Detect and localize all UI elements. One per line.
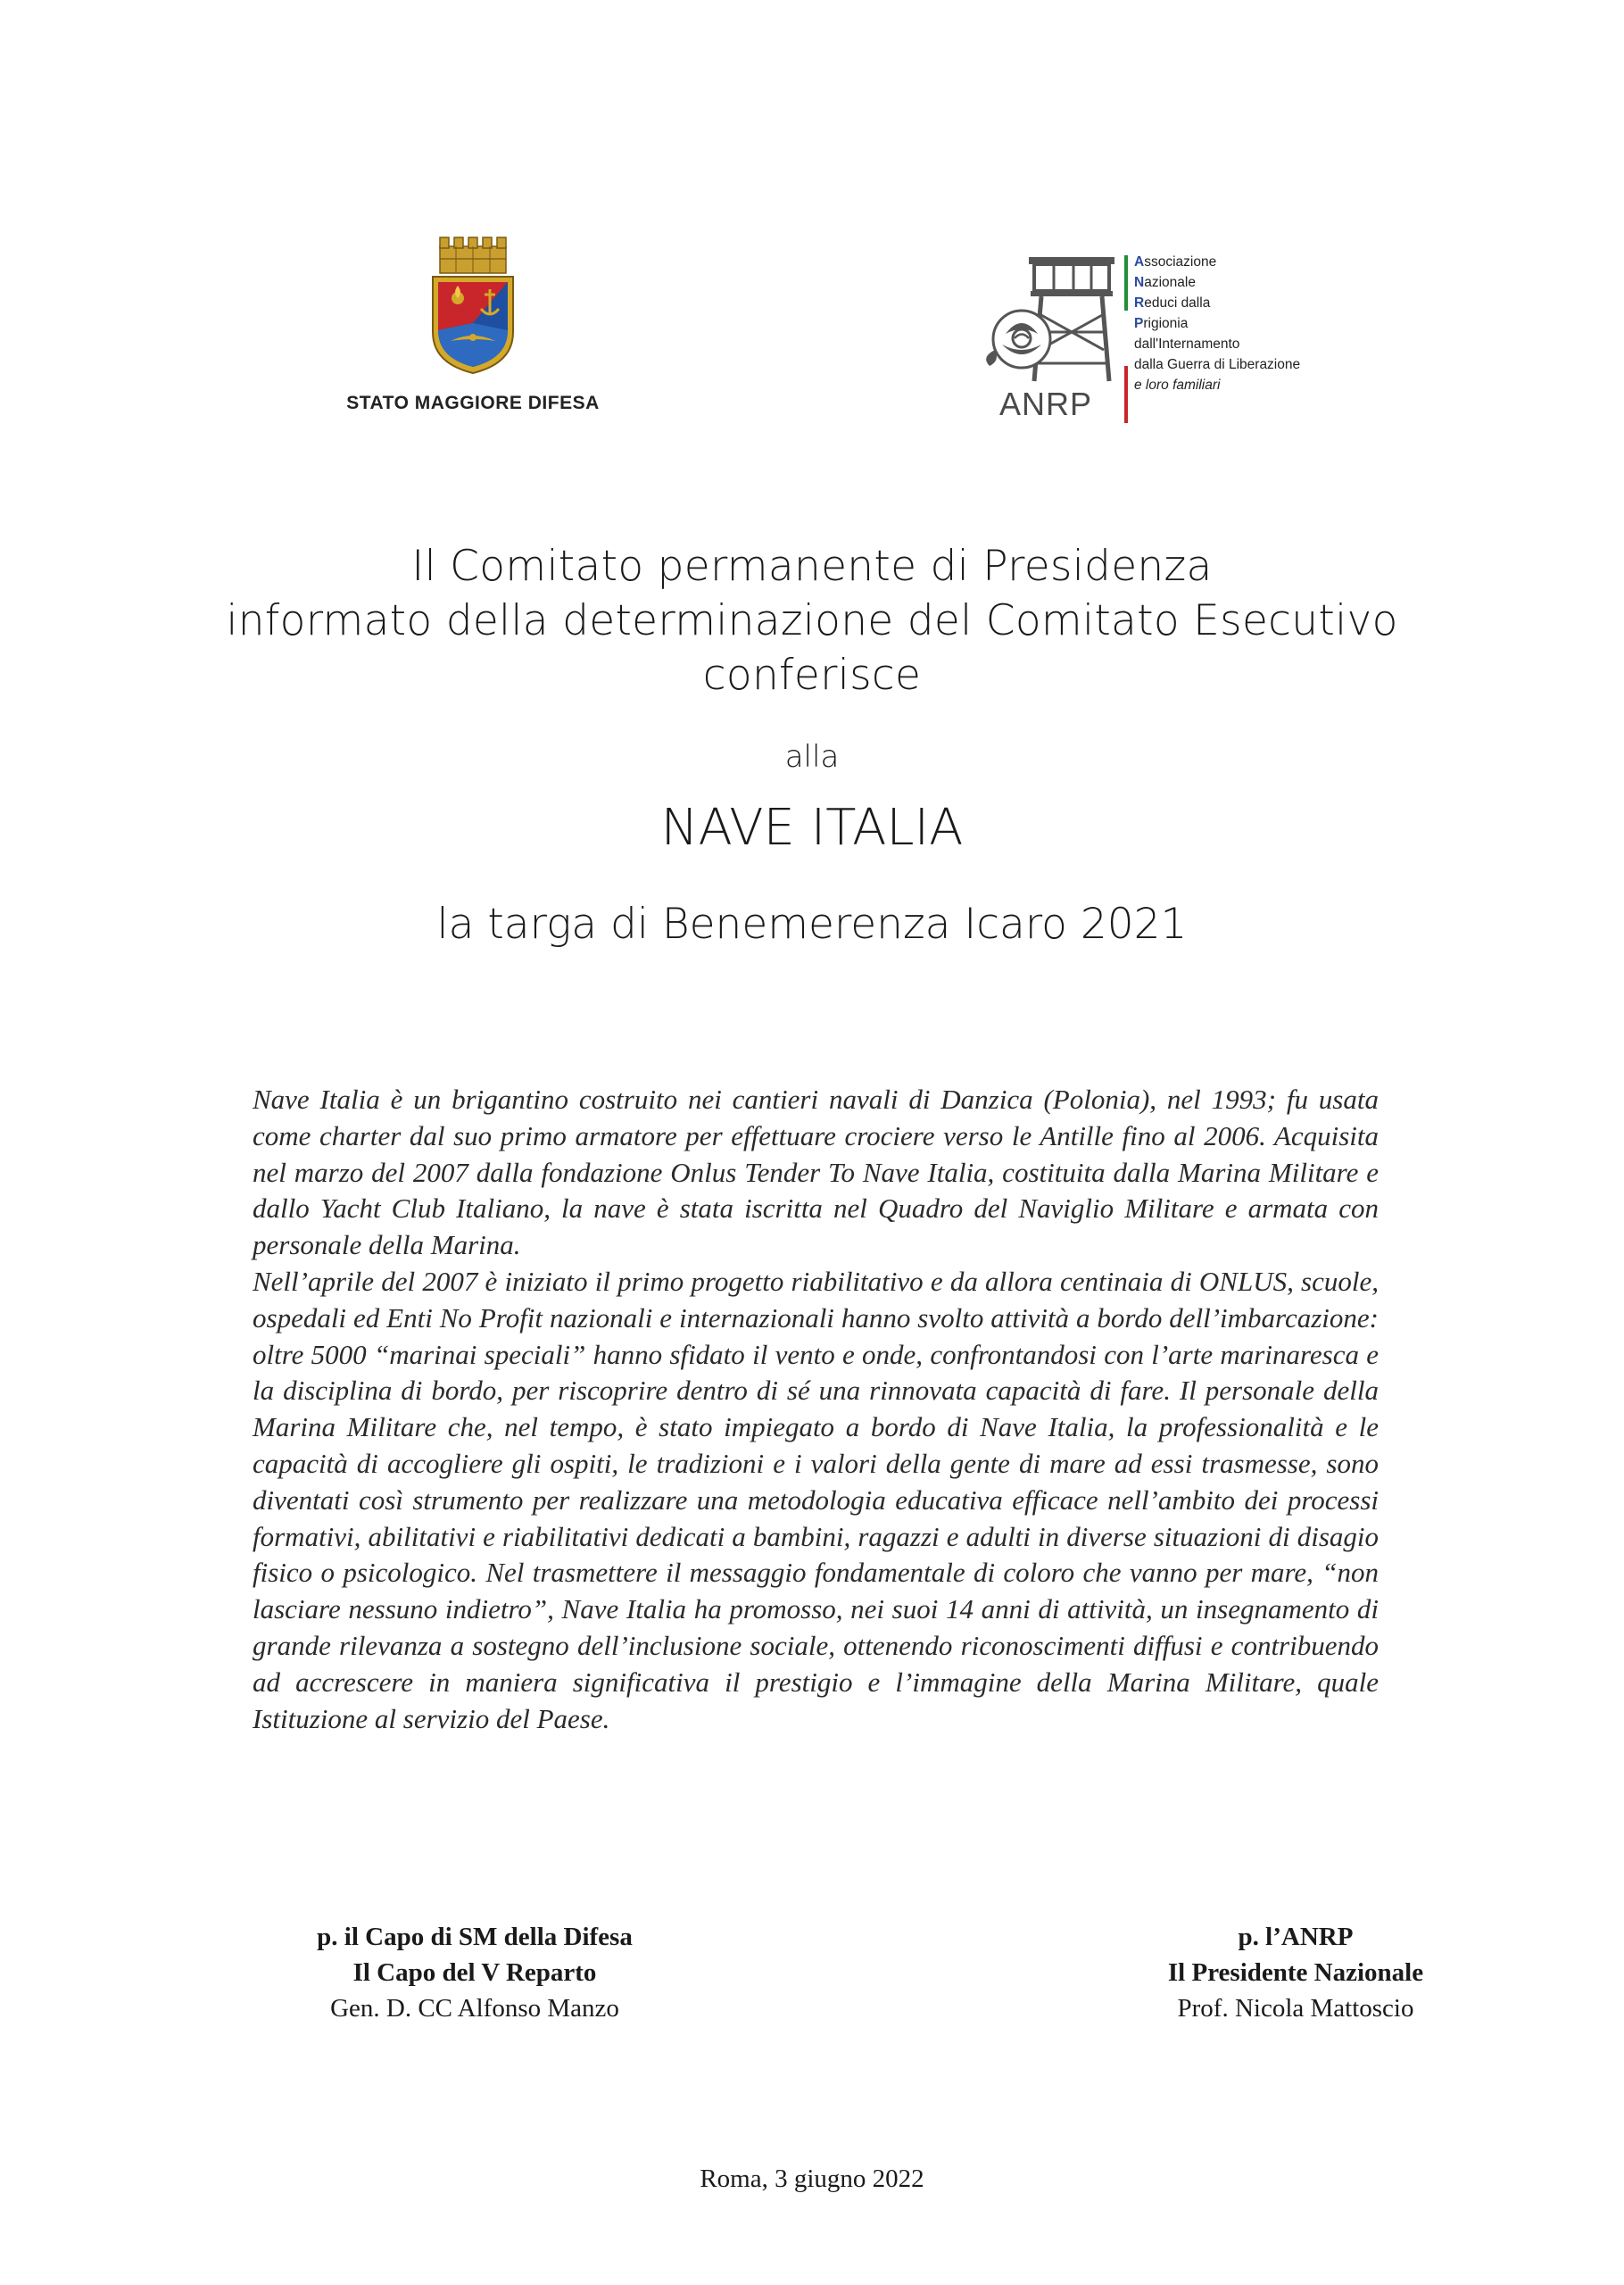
anrp-logo [977,252,1334,430]
signature-right-line-1: p. l’ANRP [1238,1923,1354,1951]
heading-line-2: informato della determinazione del Comitato Esecutivo [226,596,1398,645]
motivation-paragraph-2: Nell’aprile del 2007 è iniziato il primo progetto riabilitativo e da allora centinaia di ONLUS, scuole, ospedali ed Enti No Profit nazionali e internazionali hanno svolto attività a bordo dell’imbarcazione: oltre 5000 “marinai speciali” hanno sfidato il vento e onde, confrontandosi con l’arte marinaresca e la disciplina di bordo, per riscoprire dentro di sé una rinnovata capacità di fare. Il personale della Marina Militare che, nel tempo, è stato impiegato a bordo di Nave Italia, la professionalità e le capacità di accogliere gli ospiti, le tradizioni e i valori della gente di mare ad essi trasmesse, sono diventati così strumento per realizzare una metodologia educativa efficace nell’ambito dei processi formativi, abilitativi e riabilitativi dedicati a bambini, ragazzi e adulti in diverse situazioni di disagio fisico o psicologico. Nel trasmettere il messaggio fondamentale di coloro che vanno per mare, “non lasciare nessuno indietro”, Nave Italia ha promosso, nei suoi 14 anni di attività, un insegnamento di grande rilevanza a sostegno dell’inclusione sociale, ottenendo riconoscimenti diffusi e contribuendo ad accrescere in maniera significativa il prestigio e l’immagine della Marina Militare, quale Istituzione al servizio del Paese. [253,1265,1379,1734]
italian-defence-crest-icon [424,234,522,377]
heading-line-1: Il Comitato permanente di Presidenza [411,542,1213,591]
anrp-line: Associazione [1134,254,1217,270]
heading-alla: alla [784,739,840,775]
stato-maggiore-difesa-logo [321,234,625,414]
motivation-text [253,1082,1379,1737]
signature-left-name: Gen. D. CC Alfonso Manzo [330,1994,619,2023]
anrp-line: Prigionia [1134,316,1189,331]
anrp-line: e loro familiari [1134,378,1221,393]
anrp-full-name [1134,252,1300,395]
place-date: Roma, 3 giugno 2022 [700,2165,924,2193]
anrp-abbreviation: ANRP [999,386,1093,422]
signature-left-line-1: p. il Capo di SM della Difesa [317,1923,633,1951]
italian-flag-bar [1124,255,1128,423]
heading-line-3: conferisce [702,651,922,700]
stato-maggiore-difesa-caption: STATO MAGGIORE DIFESA [346,393,600,413]
signature-right-line-2: Il Presidente Nazionale [1167,1958,1424,1987]
signature-right [1046,1919,1545,2026]
anrp-line: Nazionale [1134,275,1196,290]
anrp-line: Reduci dalla [1134,295,1211,311]
recipient-title: NAVE ITALIA [660,799,964,857]
motivation-paragraph-1: Nave Italia è un brigantino costruito nei cantieri navali di Danzica (Polonia), nel 1993; fu usata come charter dal suo primo armatore per effettuare crociere verso le Antille fino al 2006. Acquisita nel marzo del 2007 dalla fondazione Onlus Tender To Nave Italia, costituita dalla Marina Militare e dallo Yacht Club Italiano, la nave è stata iscritta nel Quadro del Naviglio Militare e armata con personale della Marina. [253,1084,1379,1261]
anrp-line: dall'Internamento [1134,337,1240,352]
signature-left-line-2: Il Capo del V Reparto [352,1958,597,1987]
signature-right-name: Prof. Nicola Mattoscio [1177,1994,1414,2023]
anrp-line: dalla Guerra di Liberazione [1134,357,1301,372]
signature-left [225,1919,725,2026]
award-title: la targa di Benemerenza Icaro 2021 [436,900,1188,949]
watchtower-rose-icon [977,252,1124,386]
